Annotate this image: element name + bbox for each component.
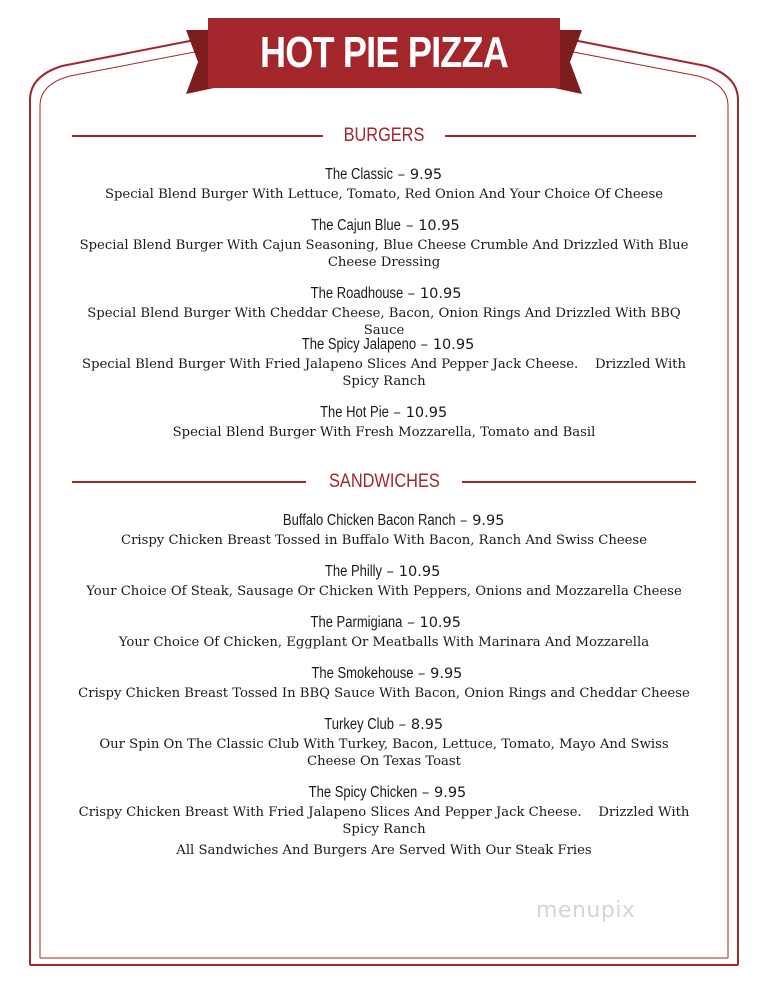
item-name: The Smokehouse [311, 665, 414, 682]
heading-rule-left [72, 481, 306, 483]
section-heading-sandwiches [72, 470, 696, 494]
item-price: 9.95 [433, 785, 467, 801]
item-price: 10.95 [398, 564, 441, 580]
item-name: The Hot Pie [319, 404, 389, 421]
sides-footnote: All Sandwiches And Burgers Are Served With Our Steak Fries [176, 843, 592, 858]
item-name: The Parmigiana [310, 614, 403, 631]
item-name: The Spicy Jalapeno [301, 336, 416, 353]
item-price: 8.95 [410, 717, 444, 733]
item-description: Crispy Chicken Breast With Fried Jalapeno Slices And Pepper Jack Cheese. Drizzled With Spicy Ranch [78, 805, 694, 837]
menu-item: The Spicy Chicken – 9.95 Crispy Chicken Breast With Fried Jalapeno Slices And Pepper Jack Cheese. Drizzled With Spicy Ranch [78, 783, 694, 837]
item-description: Special Blend Burger With Cajun Seasoning, Blue Cheese Crumble And Drizzled With Blue Cheese Dressing [79, 238, 689, 270]
item-name: The Cajun Blue [311, 217, 402, 234]
menupix-watermark: menupix [536, 898, 636, 923]
menu-item: The Roadhouse – 10.95 Special Blend Burger With Cheddar Cheese, Bacon, Onion Rings And Drizzled With BBQ Sauce [78, 283, 690, 339]
item-description: Special Blend Burger With Fried Jalapeno Slices And Pepper Jack Cheese. Drizzled With Spicy Ranch [82, 357, 691, 389]
item-name: The Roadhouse [310, 285, 403, 302]
item-price: 10.95 [432, 337, 475, 353]
menu-item: Buffalo Chicken Bacon Ranch – 9.95 Crispy Chicken Breast Tossed in Buffalo With Bacon, Ranch And Swiss Cheese [78, 510, 690, 549]
section-label: BURGERS [343, 125, 425, 146]
menu-item: The Cajun Blue – 10.95 Special Blend Burger With Cajun Seasoning, Blue Cheese Crumble And Drizzled With Blue Cheese Dressing [79, 216, 689, 270]
item-name: The Classic [324, 166, 393, 183]
item-price: 10.95 [418, 218, 460, 234]
item-description: Special Blend Burger With Fresh Mozzarella, Tomato and Basil [172, 425, 596, 440]
menu-item: The Philly – 10.95 Your Choice Of Steak, Sausage Or Chicken With Peppers, Onions and Mozzarella Cheese [78, 561, 690, 600]
item-price: 9.95 [430, 666, 463, 682]
menu-item: The Spicy Jalapeno – 10.95 Special Blend Burger With Fried Jalapeno Slices And Pepper Jack Cheese. Drizzled With Spicy Ranch [78, 334, 690, 390]
section-heading-burgers [72, 124, 696, 148]
section-label: SANDWICHES [328, 471, 440, 492]
menu-item: The Classic – 9.95 Special Blend Burger With Lettuce, Tomato, Red Onion And Your Choice Of Cheese [78, 164, 690, 203]
item-description: Our Spin On The Classic Club With Turkey, Bacon, Lettuce, Tomato, Mayo And Swiss Cheese On Texas Toast [99, 737, 669, 769]
item-description: Your Choice Of Chicken, Eggplant Or Meatballs With Marinara And Mozzarella [118, 635, 650, 650]
item-price: 10.95 [419, 286, 462, 302]
item-description: Special Blend Burger With Cheddar Cheese, Bacon, Onion Rings And Drizzled With BBQ Sauce [87, 306, 681, 338]
heading-rule-right [462, 481, 696, 483]
item-name: The Philly [324, 563, 382, 580]
menu-item: The Hot Pie – 10.95 Special Blend Burger With Fresh Mozzarella, Tomato and Basil [78, 402, 690, 441]
item-name: Turkey Club [324, 716, 394, 733]
heading-rule-left [72, 135, 323, 137]
item-price: 10.95 [419, 615, 461, 631]
item-description: Your Choice Of Steak, Sausage Or Chicken With Peppers, Onions and Mozzarella Cheese [86, 584, 682, 599]
heading-rule-right [445, 135, 696, 137]
item-price: 9.95 [409, 167, 443, 183]
menu-item: Turkey Club – 8.95 Our Spin On The Classic Club With Turkey, Bacon, Lettuce, Tomato, Mayo And Swiss Cheese On Texas Toast [78, 714, 690, 770]
menu-item: The Smokehouse – 9.95 Crispy Chicken Breast Tossed In BBQ Sauce With Bacon, Onion Rings and Cheddar Cheese [78, 664, 690, 701]
item-name: The Spicy Chicken [308, 784, 417, 801]
item-name: Buffalo Chicken Bacon Ranch [282, 512, 456, 529]
item-price: 9.95 [472, 513, 505, 529]
item-price: 10.95 [405, 405, 448, 421]
menu-item: The Parmigiana – 10.95 Your Choice Of Chicken, Eggplant Or Meatballs With Marinara And Mozzarella [78, 612, 690, 651]
item-description: Special Blend Burger With Lettuce, Tomato, Red Onion And Your Choice Of Cheese [104, 187, 664, 202]
page-title: HOT PIE PIZZA [260, 28, 508, 77]
item-description: Crispy Chicken Breast Tossed In BBQ Sauce With Bacon, Onion Rings and Cheddar Cheese [78, 686, 690, 701]
item-description: Crispy Chicken Breast Tossed in Buffalo With Bacon, Ranch And Swiss Cheese [120, 533, 648, 548]
